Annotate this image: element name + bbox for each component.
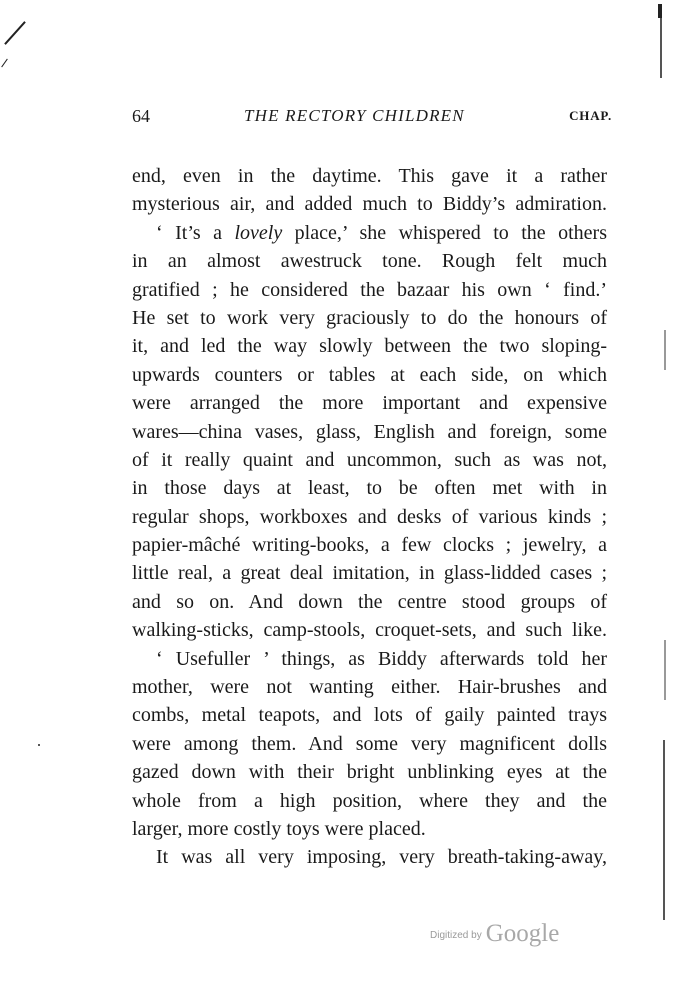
text-line: walking-sticks, camp-stools, croquet-sets, and such like.	[132, 619, 607, 642]
scan-stroke-top-left	[4, 21, 26, 45]
body-text	[132, 162, 607, 872]
digitized-watermark	[430, 920, 559, 948]
text-line: it, and led the way slowly between the two sloping-	[132, 335, 607, 358]
text-line: of it really quaint and uncommon, such as was not,	[132, 448, 607, 471]
text-line: mysterious air, and added much to Biddy’s admiration.	[132, 193, 607, 216]
text-line: and so on. And down the centre stood groups of	[132, 590, 607, 613]
scan-stroke-top-left-small	[1, 59, 8, 68]
page-edge-line-lower	[664, 640, 666, 700]
text-line: little real, a great deal imitation, in glass-lidded cases ;	[132, 562, 607, 585]
page-edge-line-top	[660, 18, 662, 78]
page-number: 64	[132, 106, 150, 126]
text-line: gratified ; he considered the bazaar his own ‘ find.’	[132, 278, 607, 301]
text-line: were among them. And some very magnificent dolls	[132, 732, 607, 755]
scan-dot-left	[38, 744, 40, 746]
digitized-by-label: Digitized by	[430, 930, 482, 941]
text-line: papier-mâché writing-books, a few clocks ; jewelry, a	[132, 534, 607, 557]
text-line: larger, more costly toys were placed.	[132, 817, 426, 840]
text-line-with-italic	[132, 219, 607, 247]
text-line: ‘ Usefuller ’ things, as Biddy afterwards told her	[156, 647, 607, 670]
text-line: combs, metal teapots, and lots of gaily painted trays	[132, 704, 607, 727]
page-edge-line-bottom	[663, 740, 665, 920]
text-fragment: ‘ It’s a	[156, 221, 235, 244]
text-line: whole from a high position, where they and the	[132, 789, 607, 812]
text-line: regular shops, workboxes and desks of various kinds ;	[132, 505, 607, 528]
text-line: gazed down with their bright unblinking eyes at the	[132, 761, 607, 784]
text-line: wares—china vases, glass, English and foreign, some	[132, 420, 607, 443]
text-line: It was all very imposing, very breath-taking-away,	[156, 846, 607, 869]
running-head	[132, 106, 612, 130]
text-line: mother, were not wanting either. Hair-brushes and	[132, 676, 607, 699]
page-edge-line-middle	[664, 330, 666, 370]
text-line: were arranged the more important and expensive	[132, 392, 607, 415]
text-line: in an almost awestruck tone. Rough felt much	[132, 250, 607, 273]
scan-corner-mark-top-right	[658, 4, 662, 18]
italic-word: lovely	[234, 221, 283, 244]
text-line: end, even in the daytime. This gave it a rather	[132, 165, 607, 187]
running-title: THE RECTORY CHILDREN	[244, 106, 465, 125]
text-line: He set to work very graciously to do the honours of	[132, 306, 607, 329]
google-wordmark: Google	[485, 920, 560, 947]
text-line: in those days at least, to be often met with in	[132, 477, 607, 500]
text-fragment: place,’ she whispered to the others	[282, 221, 607, 244]
text-line: upwards counters or tables at each side, on which	[132, 363, 607, 386]
chapter-abbrev: CHAP.	[569, 108, 612, 123]
